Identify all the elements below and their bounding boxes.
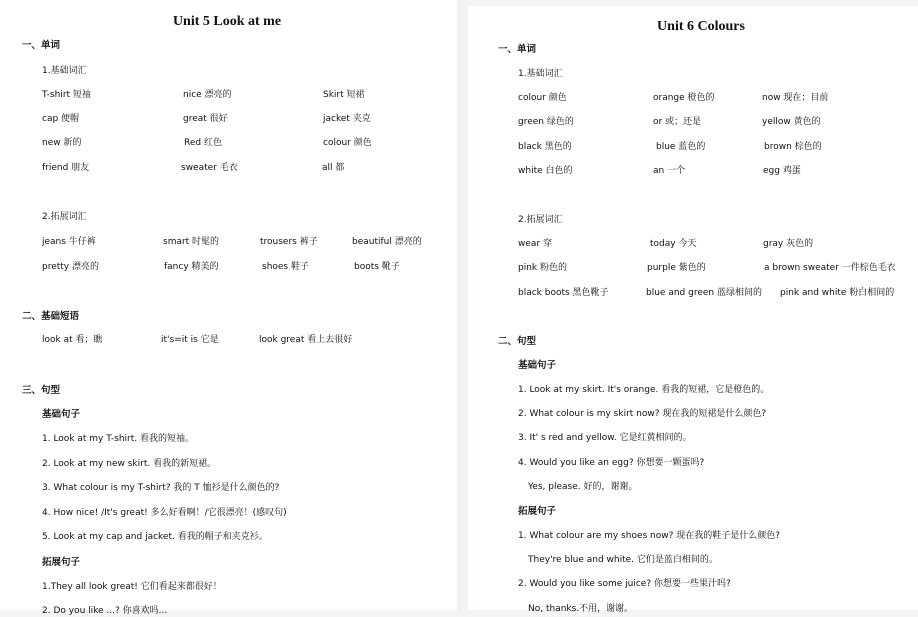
subheading-extended-sentences: 拓展句子 <box>42 557 81 568</box>
section-heading-vocabulary: 一、单词 <box>22 40 61 51</box>
section-heading-phrases: 二、基础短语 <box>22 311 80 322</box>
sentence-item: Yes, please. 好的，谢谢。 <box>528 482 638 492</box>
vocab-item: boots 靴子 <box>354 262 400 272</box>
vocab-item: white 白色的 <box>518 166 573 176</box>
sentence-item: 1. What colour are my shoes now? 现在我的鞋子是什么颜色? <box>518 531 781 541</box>
vocab-item: purple 紫色的 <box>647 263 706 273</box>
vocab-item: smart 时髦的 <box>163 237 220 247</box>
vocab-item: now 现在；目前 <box>762 93 829 103</box>
vocab-item: a brown sweater 一件棕色毛衣 <box>764 263 896 273</box>
vocab-item: yellow 黄色的 <box>762 117 821 127</box>
subheading-extended-vocab: 2.拓展词汇 <box>42 212 87 222</box>
vocab-item: all 都 <box>322 163 345 173</box>
section-heading-sentences: 二、句型 <box>498 336 537 347</box>
subheading-basic-sentences: 基础句子 <box>42 409 81 420</box>
vocab-item: Red 红色 <box>184 138 222 148</box>
vocab-item: orange 橙色的 <box>653 93 715 103</box>
vocab-item: sweater 毛衣 <box>181 163 238 173</box>
vocab-item: beautiful 漂亮的 <box>352 237 422 247</box>
vocab-item: an 一个 <box>653 166 686 176</box>
sentence-item: 2. What colour is my skirt now? 现在我的短裙是什么颜色? <box>518 409 767 419</box>
sentence-item: 4. How nice! /It's great! 多么好看啊！/它很漂亮！(感叹句) <box>42 508 287 518</box>
vocab-item: cap 便帽 <box>42 114 80 124</box>
subheading-basic-sentences: 基础句子 <box>518 360 557 371</box>
phrase-item: look great 看上去很好 <box>259 335 353 345</box>
subheading-extended-vocab: 2.拓展词汇 <box>518 215 563 225</box>
sentence-item: No, thanks.不用，谢谢。 <box>528 604 634 614</box>
sentence-item: 3. It' s red and yellow. 它是红黄相间的。 <box>518 433 692 443</box>
document-page-unit6 <box>468 6 918 614</box>
sentence-item: 2. Do you like ...? 你喜欢吗... <box>42 606 168 616</box>
subheading-basic-vocab: 1.基础词汇 <box>42 66 87 76</box>
vocab-item: trousers 裤子 <box>260 237 318 247</box>
vocab-item: green 绿色的 <box>518 117 574 127</box>
subheading-extended-sentences: 拓展句子 <box>518 506 557 517</box>
sentence-item: 2. Look at my new skirt. 看我的新短裙。 <box>42 459 217 469</box>
vocab-item: friend 朋友 <box>42 163 90 173</box>
vocab-item: black boots 黑色靴子 <box>518 288 609 298</box>
vocab-item: pink 粉色的 <box>518 263 567 273</box>
vocab-item: blue and green 蓝绿相间的 <box>646 288 762 298</box>
document-page-unit5 <box>0 0 457 616</box>
vocab-item: great 很好 <box>183 114 228 124</box>
vocab-item: T-shirt 短袖 <box>42 90 91 100</box>
vocab-item: nice 漂亮的 <box>183 90 232 100</box>
vocab-item: new 新的 <box>42 138 82 148</box>
sentence-item: 2. Would you like some juice? 你想要一些果汁吗? <box>518 579 731 589</box>
vocab-item: colour 颜色 <box>323 138 372 148</box>
sentence-item: 1. Look at my skirt. It's orange. 看我的短裙，它是橙色的。 <box>518 385 770 395</box>
vocab-item: or 或；还是 <box>653 117 702 127</box>
vocab-item: blue 蓝色的 <box>656 142 706 152</box>
vocab-item: egg 鸡蛋 <box>763 166 801 176</box>
page-title: Unit 5 Look at me <box>172 14 282 29</box>
section-heading-vocabulary: 一、单词 <box>498 44 537 55</box>
phrase-item: look at 看；瞧 <box>42 335 103 345</box>
sentence-item: They're blue and white. 它们是蓝白相间的。 <box>528 555 718 565</box>
vocab-item: jeans 牛仔裤 <box>42 237 96 247</box>
sentence-item: 5. Look at my cap and jacket. 看我的帽子和夹克衫。 <box>42 532 268 542</box>
vocab-item: Skirt 短裙 <box>323 90 365 100</box>
vocab-item: black 黑色的 <box>518 142 572 152</box>
sentence-item: 4. Would you like an egg? 你想要一颗蛋吗? <box>518 458 705 468</box>
vocab-item: wear 穿 <box>518 239 552 249</box>
vocab-item: colour 颜色 <box>518 93 567 103</box>
vocab-item: today 今天 <box>650 239 697 249</box>
vocab-item: gray 灰色的 <box>763 239 814 249</box>
page-gutter <box>457 0 468 610</box>
sentence-item: 1.They all look great! 它们看起来都很好！ <box>42 582 222 592</box>
page-title: Unit 6 Colours <box>657 19 745 34</box>
vocab-item: brown 棕色的 <box>764 142 822 152</box>
subheading-basic-vocab: 1.基础词汇 <box>518 69 563 79</box>
phrase-item: it's=it is 它是 <box>161 335 219 345</box>
vocab-item: fancy 精美的 <box>164 262 219 272</box>
section-heading-sentences: 三、句型 <box>22 385 61 396</box>
vocab-item: shoes 鞋子 <box>262 262 309 272</box>
vocab-item: pretty 漂亮的 <box>42 262 99 272</box>
sentence-item: 1. Look at my T-shirt. 看我的短袖。 <box>42 434 195 444</box>
vocab-item: jacket 夹克 <box>323 114 371 124</box>
vocab-item: pink and white 粉白相间的 <box>780 288 895 298</box>
sentence-item: 3. What colour is my T-shirt? 我的 T 恤衫是什么颜色的? <box>42 483 280 493</box>
